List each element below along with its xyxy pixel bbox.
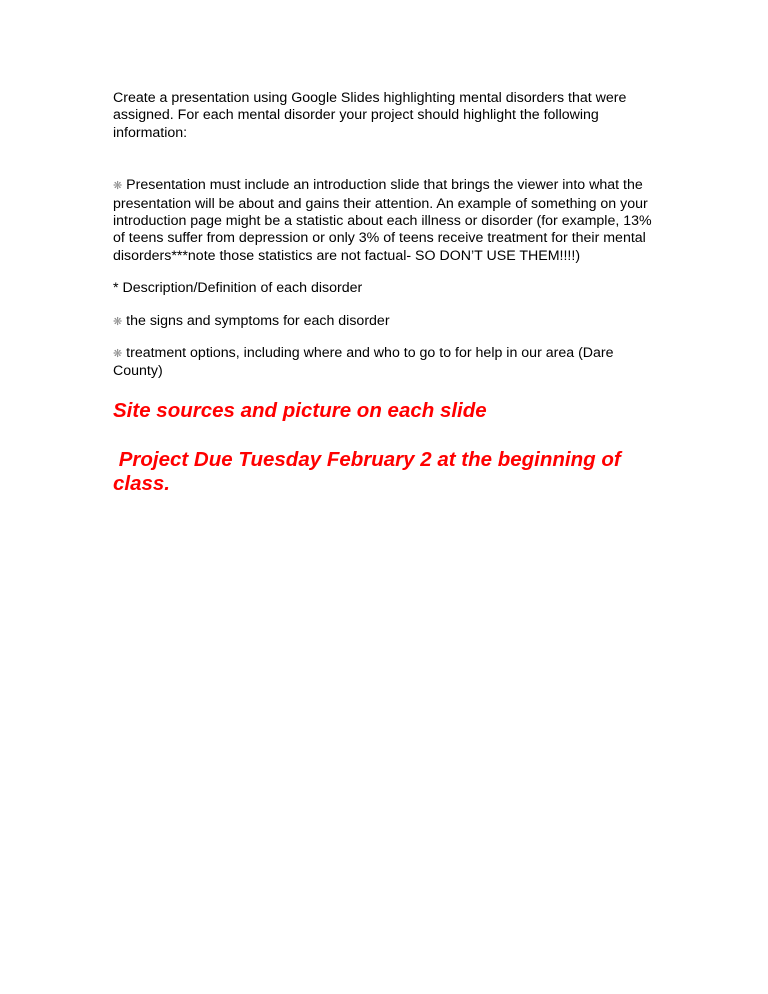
asterisk-bullet-icon: ❋ bbox=[113, 348, 123, 361]
emphasis-sources-note: Site sources and picture on each slide bbox=[113, 398, 487, 422]
requirement-description bbox=[113, 280, 653, 297]
intro-paragraph: Create a presentation using Google Slides highlighting mental disorders that were assigned. For each mental disorder your project should highlight the following information: bbox=[113, 90, 627, 141]
document-page bbox=[113, 90, 653, 496]
requirement-introduction-slide bbox=[113, 177, 653, 265]
requirement-signs-symptoms bbox=[113, 313, 653, 331]
asterisk-marker: * bbox=[113, 280, 119, 297]
requirement-text: treatment options, including where and who to go to for help in our area (Dare County) bbox=[113, 345, 614, 380]
asterisk-bullet-icon: ❋ bbox=[113, 180, 123, 193]
emphasis-due-date: Project Due Tuesday February 2 at the beginning of class. bbox=[113, 447, 627, 495]
requirement-treatment-options bbox=[113, 345, 653, 381]
requirement-text: Description/Definition of each disorder bbox=[118, 280, 363, 297]
requirement-text: the signs and symptoms for each disorder bbox=[122, 312, 390, 329]
requirement-text: Presentation must include an introduction slide that brings the viewer into what the presentation will be about and gains their attention. An example of something on your introduction page might be a statistic about each illness or disorder (for example, 13% of teens suffer from depression or only 3% of teens receive treatment for their mental disorders***note those statistics are not factual- SO DON’T USE THEM!!!!) bbox=[113, 177, 652, 264]
asterisk-bullet-icon: ❋ bbox=[113, 315, 123, 328]
